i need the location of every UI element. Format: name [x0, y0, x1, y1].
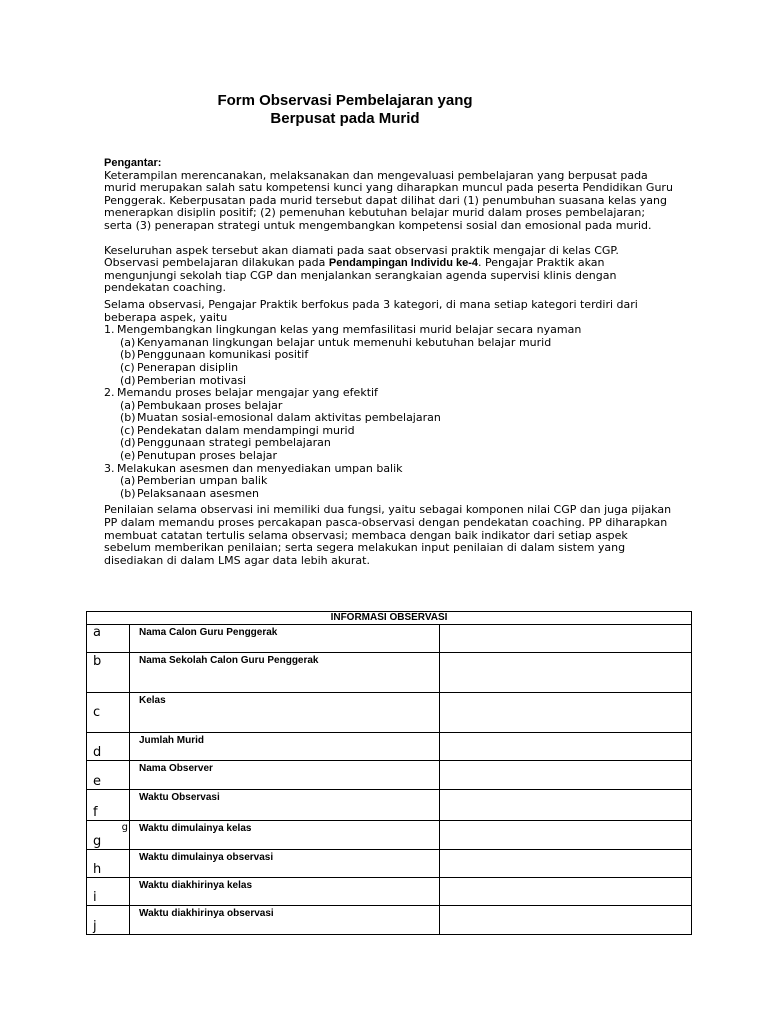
aspect-text: Penggunaan komunikasi positif	[137, 348, 309, 362]
table-row	[87, 821, 692, 850]
category-label: Melakukan asesmen dan menyediakan umpan balik	[117, 461, 403, 475]
table-header: INFORMASI OBSERVASI	[87, 612, 692, 625]
table-row	[87, 850, 692, 878]
aspect-text: Penutupan proses belajar	[137, 449, 278, 463]
category-number: 3.	[104, 461, 115, 475]
aspect-text: Penggunaan strategi pembelajaran	[137, 436, 331, 450]
row-label: Nama Sekolah Calon Guru Penggerak	[130, 653, 440, 693]
row-value-field[interactable]	[440, 761, 692, 790]
intro-paragraph-3: Selama observasi, Pengajar Praktik berfokus pada 3 kategori, di mana setiap kategori terdiri dari beberapa aspek, yaitu	[104, 297, 638, 324]
aspect-key: (c)	[120, 423, 135, 437]
table-row	[87, 878, 692, 906]
aspect-key: (e)	[120, 449, 136, 463]
aspect-text: Pendekatan dalam mendampingi murid	[137, 423, 355, 437]
row-label: Kelas	[130, 693, 440, 733]
row-label: Waktu dimulainya kelas	[130, 821, 440, 850]
category-item	[104, 387, 674, 400]
row-value-field[interactable]	[440, 733, 692, 761]
intro-label: Pengantar:	[104, 157, 162, 169]
row-letter: d	[87, 733, 130, 761]
table-row	[87, 693, 692, 733]
aspect-item	[104, 450, 674, 463]
aspect-key: (d)	[120, 436, 136, 450]
intro-paragraph-2-text-a: Keseluruhan aspek tersebut akan diamati pada saat observasi praktik mengajar di kelas CGP. Observasi pembelajaran dilakukan pada	[104, 243, 619, 270]
category-label: Mengembangkan lingkungan kelas yang memfasilitasi murid belajar secara nyaman	[117, 323, 582, 337]
intro-paragraph-1: Keterampilan merencanakan, melaksanakan dan mengevaluasi pembelajaran yang berpusat pada murid merupakan salah satu kompetensi kunci yang diharapkan muncul pada peserta Pendidikan Guru Penggerak. Keberpusatan pada murid tersebut dapat dilihat dari (1) penumbuhan suasana kelas yang menerapkan disiplin positif; (2) pemenuhan kebutuhan belajar murid dalam proses pembelajaran; serta (3) penerapan strategi untuk mengembangkan kompetensi sosial dan emosional pada murid.	[104, 168, 673, 232]
row-letter: j	[87, 906, 130, 935]
row-letter: h	[87, 850, 130, 878]
row-label: Waktu Observasi	[130, 790, 440, 821]
aspect-key: (a)	[120, 398, 136, 412]
row-letter: e	[87, 761, 130, 790]
aspect-key: (c)	[120, 360, 135, 374]
table-row	[87, 906, 692, 935]
aspect-text: Pelaksanaan asesmen	[137, 486, 259, 500]
row-value-field[interactable]	[440, 625, 692, 653]
intro-paragraph-2	[104, 245, 674, 295]
observation-info-table	[86, 611, 692, 935]
table-row	[87, 653, 692, 693]
row-label: Nama Observer	[130, 761, 440, 790]
aspect-item	[104, 412, 674, 425]
document-title-line-2: Berpusat pada Murid	[270, 110, 420, 127]
row-letter: i	[87, 878, 130, 906]
intro-paragraph-4: Penilaian selama observasi ini memiliki dua fungsi, yaitu sebagai komponen nilai CGP dan juga pijakan PP dalam memandu proses percakapan pasca-observasi dengan pendekatan coaching. PP diharapkan membuat catatan tertulis selama observasi; membaca dengan baik indikator dari setiap aspek sebelum memberikan penilaian; serta segera melakukan input penilaian di dalam sistem yang disediakan di dalam LMS agar data lebih akurat.	[104, 503, 672, 567]
aspect-key: (d)	[120, 373, 136, 387]
row-value-field[interactable]	[440, 906, 692, 935]
aspect-text: Pemberian motivasi	[137, 373, 247, 387]
document-title-line-1: Form Observasi Pembelajaran yang	[217, 92, 473, 109]
row-value-field[interactable]	[440, 693, 692, 733]
row-value-field[interactable]	[440, 821, 692, 850]
aspect-text: Muatan sosial-emosional dalam aktivitas pembelajaran	[137, 411, 441, 425]
aspect-text: Pemberian umpan balik	[137, 474, 268, 488]
table-row	[87, 733, 692, 761]
row-label: Jumlah Murid	[130, 733, 440, 761]
row-letter: g	[93, 834, 102, 849]
aspect-item	[104, 475, 674, 488]
table-row	[87, 625, 692, 653]
row-letter-cell	[87, 821, 130, 850]
aspect-key: (a)	[120, 335, 136, 349]
intro-section	[104, 157, 674, 567]
row-label: Waktu diakhirinya observasi	[130, 906, 440, 935]
intro-paragraph-2-bold: Pendampingan Individu ke-4	[328, 257, 479, 270]
category-label: Memandu proses belajar mengajar yang efektif	[117, 386, 378, 400]
row-value-field[interactable]	[440, 653, 692, 693]
stray-mark: g	[121, 822, 128, 833]
category-number: 1.	[104, 323, 115, 337]
row-letter: a	[87, 625, 130, 653]
aspect-key: (b)	[120, 411, 136, 425]
aspect-item	[104, 488, 674, 501]
row-value-field[interactable]	[440, 850, 692, 878]
category-list	[104, 324, 674, 500]
aspect-key: (a)	[120, 474, 136, 488]
aspect-key: (b)	[120, 486, 136, 500]
row-value-field[interactable]	[440, 790, 692, 821]
intro-paragraph-2-text-b: . Pengajar Praktik akan mengunjungi sekolah tiap CGP dan menjalankan serangkaian agenda supervisi klinis dengan pendekatan coaching.	[104, 256, 617, 295]
row-label: Waktu dimulainya observasi	[130, 850, 440, 878]
aspect-item	[104, 362, 674, 375]
row-label: Nama Calon Guru Penggerak	[130, 625, 440, 653]
aspect-key: (b)	[120, 348, 136, 362]
aspect-text: Penerapan disiplin	[137, 360, 239, 374]
row-letter: b	[87, 653, 130, 693]
row-letter: c	[87, 693, 130, 733]
aspect-text: Pembukaan proses belajar	[137, 398, 283, 412]
category-number: 2.	[104, 386, 115, 400]
category-item	[104, 324, 674, 337]
table-row	[87, 790, 692, 821]
row-letter: f	[87, 790, 130, 821]
row-label: Waktu diakhirinya kelas	[130, 878, 440, 906]
row-value-field[interactable]	[440, 878, 692, 906]
document-title	[190, 92, 500, 128]
table-row	[87, 761, 692, 790]
aspect-text: Kenyamanan lingkungan belajar untuk memenuhi kebutuhan belajar murid	[137, 335, 552, 349]
